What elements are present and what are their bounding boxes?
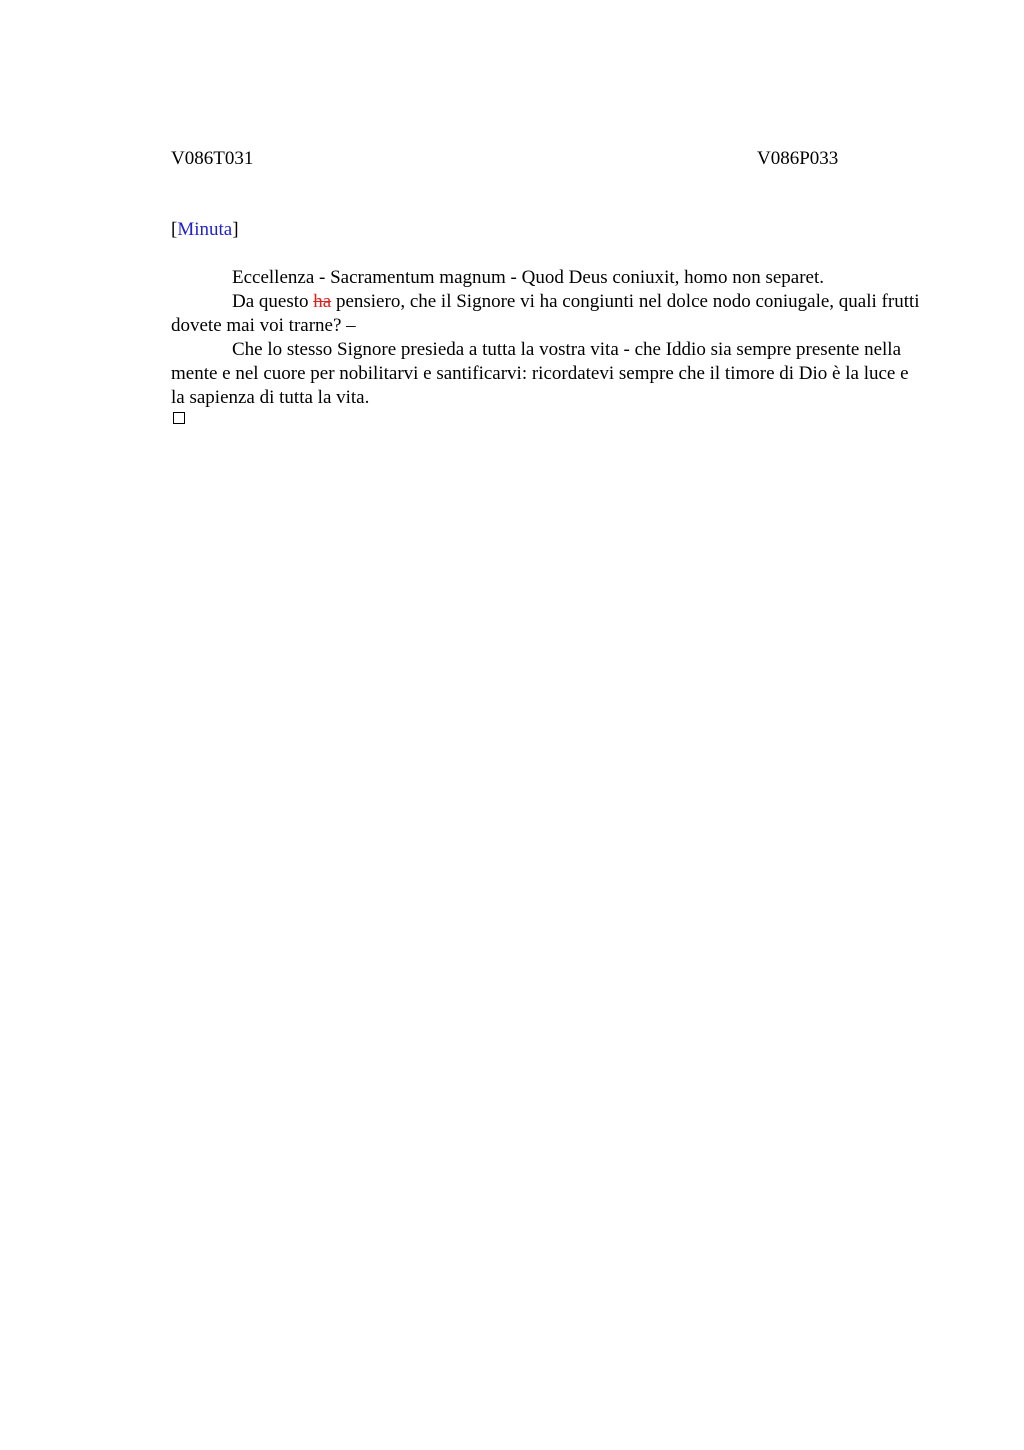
deleted-word: ha bbox=[313, 291, 332, 312]
square-checkbox-icon[interactable] bbox=[173, 412, 185, 424]
document-code-left: V086T031 bbox=[171, 148, 254, 169]
minuta-link[interactable]: Minuta bbox=[177, 219, 233, 240]
paragraph-2-rest: pensiero, che il Signore vi ha congiunti nel dolce nodo coniugale, quali frutti dovete mai voi trarne? – bbox=[171, 291, 920, 336]
paragraph-2 bbox=[171, 290, 921, 338]
open-bracket: [ bbox=[171, 219, 178, 240]
paragraph-3: Che lo stesso Signore presieda a tutta la vostra vita - che Iddio sia sempre presente nella mente e nel cuore per nobilitarvi e santificarvi: ricordatevi sempre che il timore di Dio è la luce e la sapienza di tutta la vita. bbox=[171, 339, 909, 408]
document-code-right: V086P033 bbox=[757, 148, 839, 169]
section-label bbox=[171, 219, 239, 241]
paragraph-2-start: Da questo bbox=[232, 291, 314, 312]
paragraph-1: Eccellenza - Sacramentum magnum - Quod Deus coniuxit, homo non separet. bbox=[232, 267, 824, 288]
close-bracket: ] bbox=[232, 219, 239, 240]
letter-body bbox=[171, 266, 921, 410]
